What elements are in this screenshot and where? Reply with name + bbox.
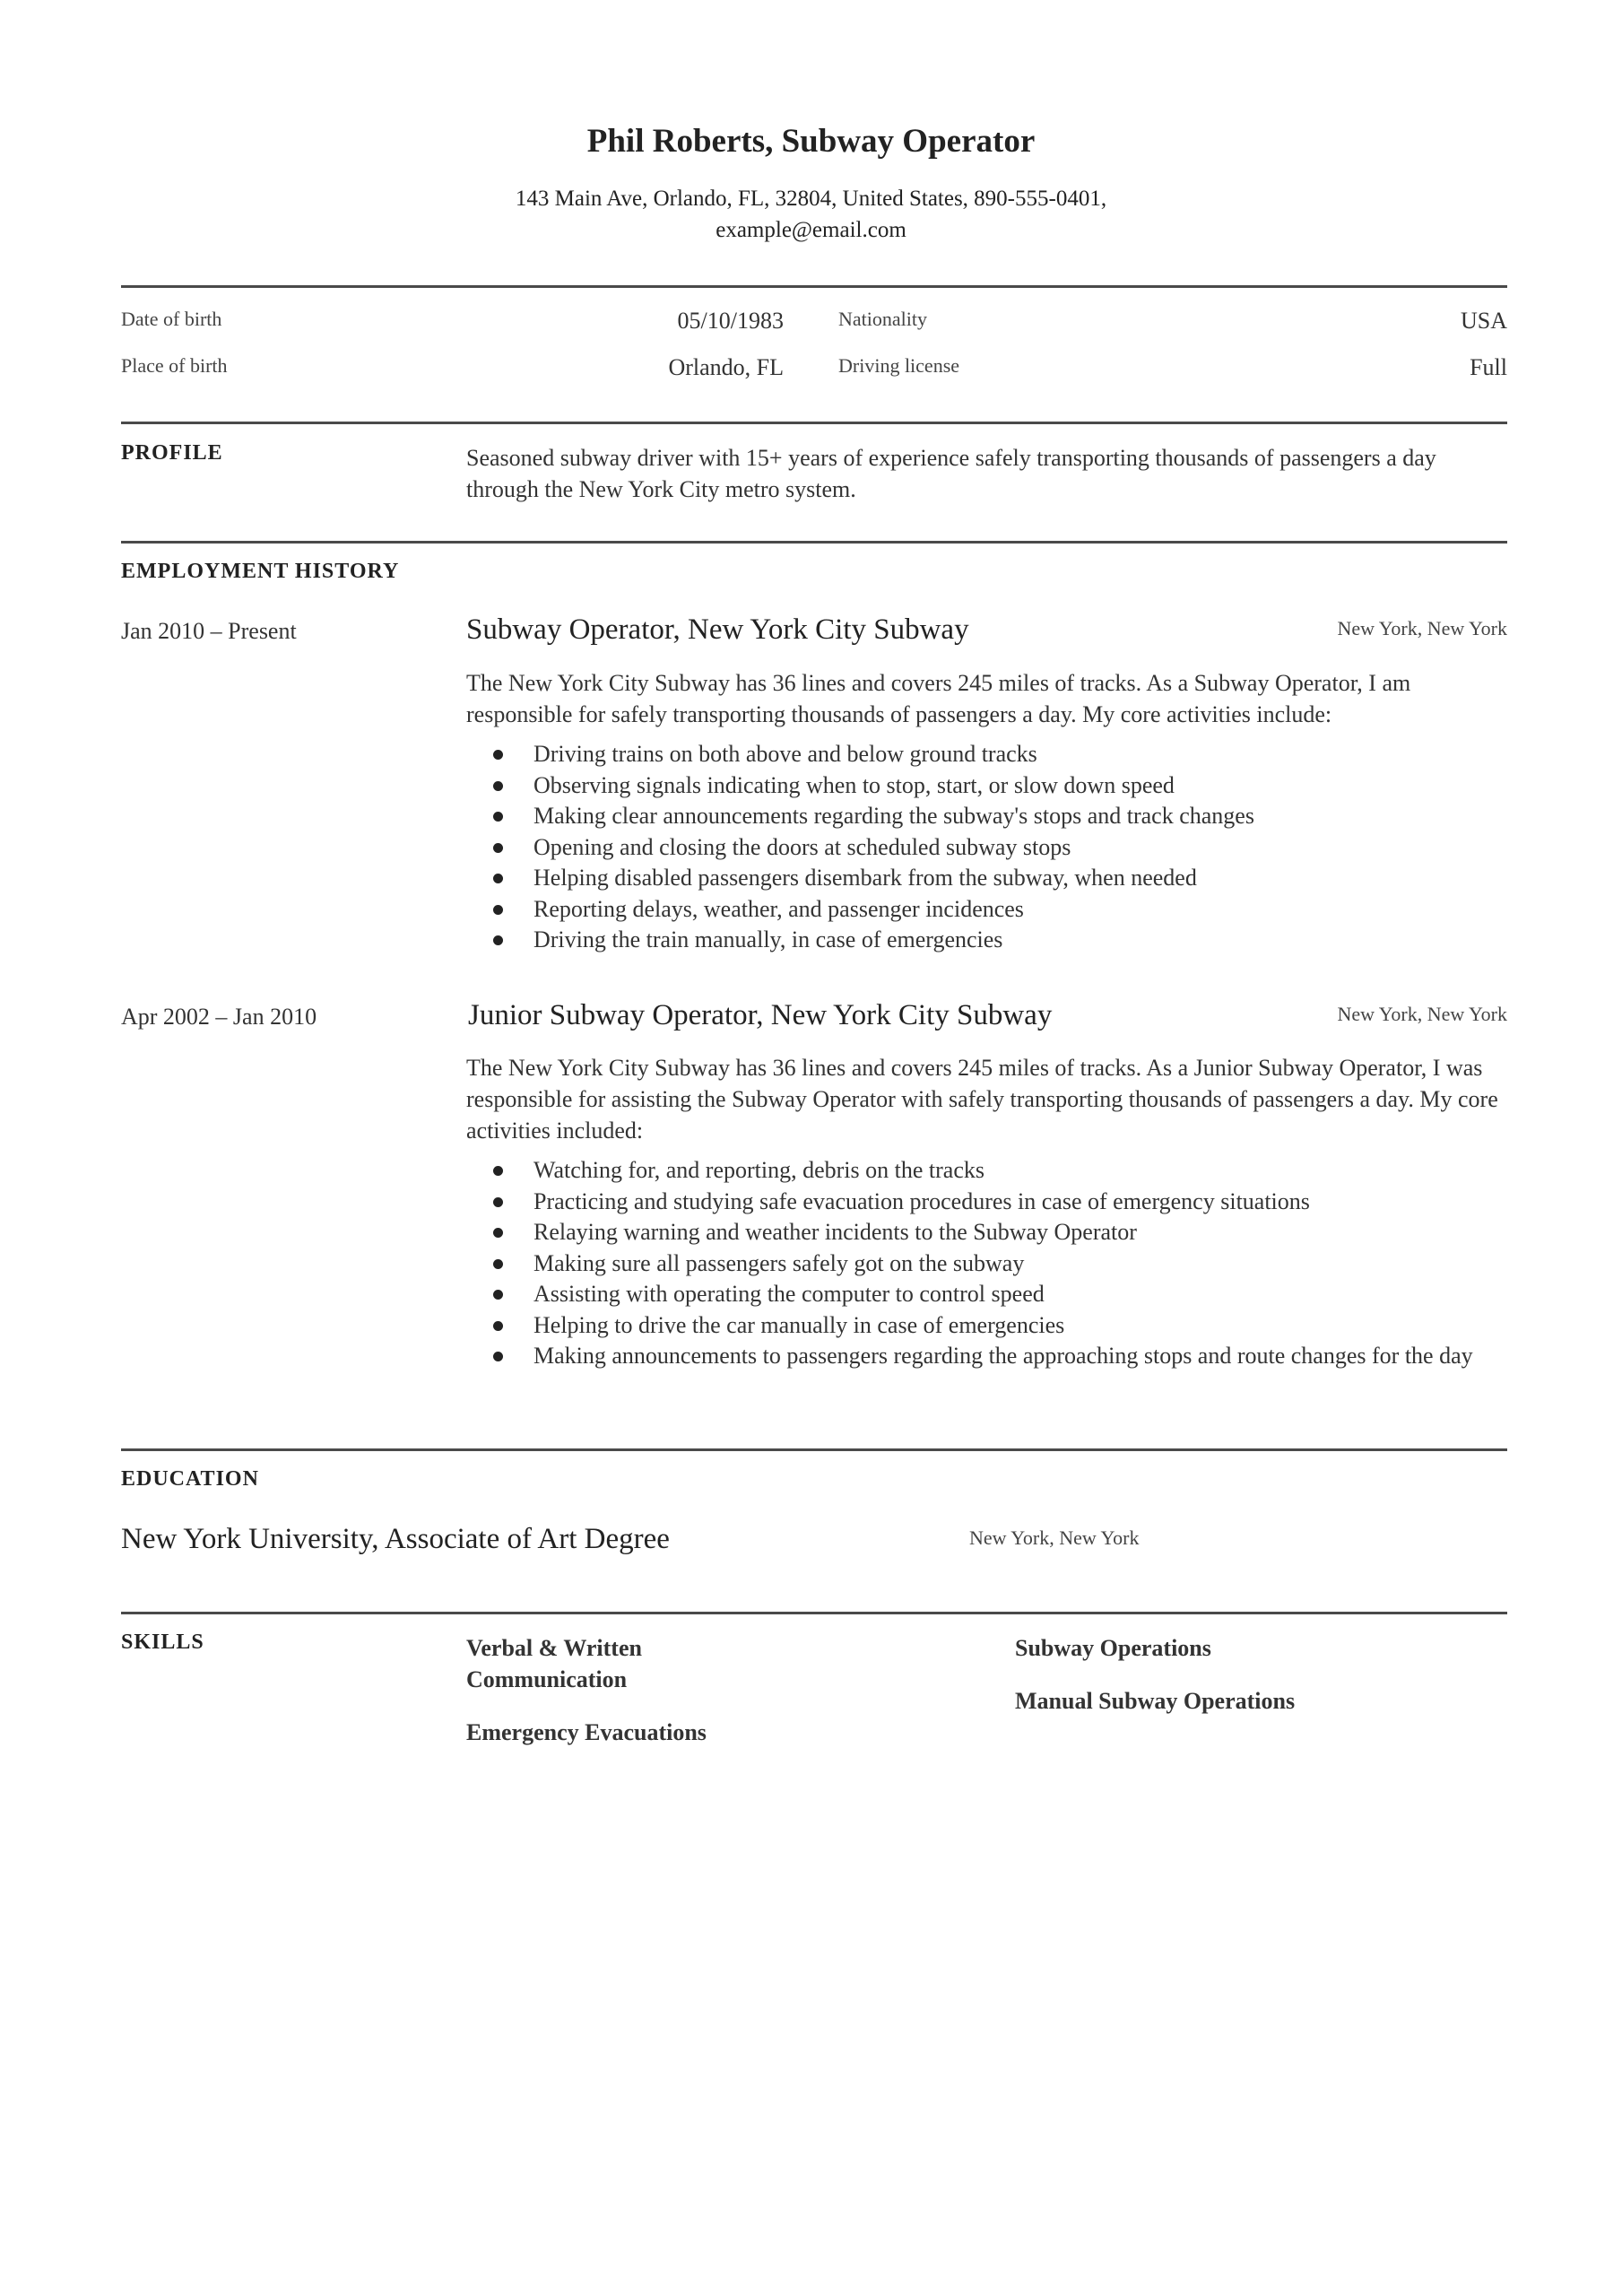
list-item: Driving trains on both above and below ground tracks <box>466 739 1506 770</box>
list-item: Making clear announcements regarding the subway's stops and track changes <box>466 801 1506 832</box>
skill-item: Verbal & Written Communication <box>466 1635 642 1692</box>
pob-label: Place of birth <box>121 354 228 377</box>
list-item: Helping to drive the car manually in case of emergencies <box>466 1310 1506 1342</box>
contact-info <box>0 183 1622 246</box>
education-heading: EDUCATION <box>121 1467 259 1491</box>
job-bullets <box>466 1155 1506 1372</box>
job-description: The New York City Subway has 36 lines and covers 245 miles of tracks. As a Junior Subway Operator, I was responsible for assisting the Subway Operator with safely transporting thousands of passengers a day. My core activities included: <box>466 1055 1498 1144</box>
job-title: Subway Operator, New York City Subway <box>466 613 969 646</box>
education-location: New York, New York <box>969 1526 1140 1549</box>
list-item: Watching for, and reporting, debris on the tracks <box>466 1155 1506 1187</box>
list-item: Making announcements to passengers regarding the approaching stops and route changes for the day <box>466 1341 1506 1372</box>
skill-item: Manual Subway Operations <box>1015 1688 1296 1714</box>
address-line: 143 Main Ave, Orlando, FL, 32804, United States, 890-555-0401, <box>515 187 1107 211</box>
job-location: New York, New York <box>1337 617 1507 639</box>
divider <box>121 422 1507 424</box>
job-description: The New York City Subway has 36 lines and covers 245 miles of tracks. As a Subway Operator, I am responsible for safely transporting thousands of passengers a day. My core activities include: <box>466 670 1411 727</box>
list-item: Making sure all passengers safely got on the subway <box>466 1248 1506 1280</box>
list-item: Reporting delays, weather, and passenger incidences <box>466 894 1506 926</box>
list-item: Observing signals indicating when to stop, start, or slow down speed <box>466 770 1506 802</box>
education-degree: New York University, Associate of Art Degree <box>121 1523 670 1555</box>
dob-label: Date of birth <box>121 308 222 330</box>
divider <box>121 1448 1507 1451</box>
divider <box>121 285 1507 288</box>
employment-heading: EMPLOYMENT HISTORY <box>121 560 400 583</box>
list-item: Assisting with operating the computer to control speed <box>466 1279 1506 1310</box>
resume-title: Phil Roberts, Subway Operator <box>586 123 1036 160</box>
job-bullets <box>466 739 1506 956</box>
email[interactable]: example@email.com <box>716 218 906 242</box>
job-dates: Jan 2010 – Present <box>121 618 297 644</box>
list-item: Helping disabled passengers disembark from the subway, when needed <box>466 863 1506 894</box>
license-label: Driving license <box>838 354 960 377</box>
dob-value: 05/10/1983 <box>677 308 784 334</box>
job-location: New York, New York <box>1337 1003 1507 1025</box>
nationality-value: USA <box>1460 308 1507 334</box>
list-item: Driving the train manually, in case of emergencies <box>466 925 1506 956</box>
pob-value: Orlando, FL <box>668 354 784 380</box>
profile-heading: PROFILE <box>121 441 223 465</box>
skill-item: Emergency Evacuations <box>466 1719 707 1745</box>
list-item: Opening and closing the doors at scheduled subway stops <box>466 832 1506 864</box>
list-item: Relaying warning and weather incidents to the Subway Operator <box>466 1217 1506 1248</box>
profile-text: Seasoned subway driver with 15+ years of experience safely transporting thousands of passengers a day through the New York City metro system. <box>466 445 1436 502</box>
list-item: Practicing and studying safe evacuation procedures in case of emergency situations <box>466 1187 1506 1218</box>
divider <box>121 1612 1507 1614</box>
job-dates: Apr 2002 – Jan 2010 <box>121 1004 317 1030</box>
divider <box>121 541 1507 544</box>
nationality-label: Nationality <box>838 308 927 330</box>
job-title: Junior Subway Operator, New York City Subway <box>468 999 1053 1031</box>
skills-heading: SKILLS <box>121 1631 204 1654</box>
license-value: Full <box>1470 354 1507 380</box>
skill-item: Subway Operations <box>1015 1635 1211 1661</box>
